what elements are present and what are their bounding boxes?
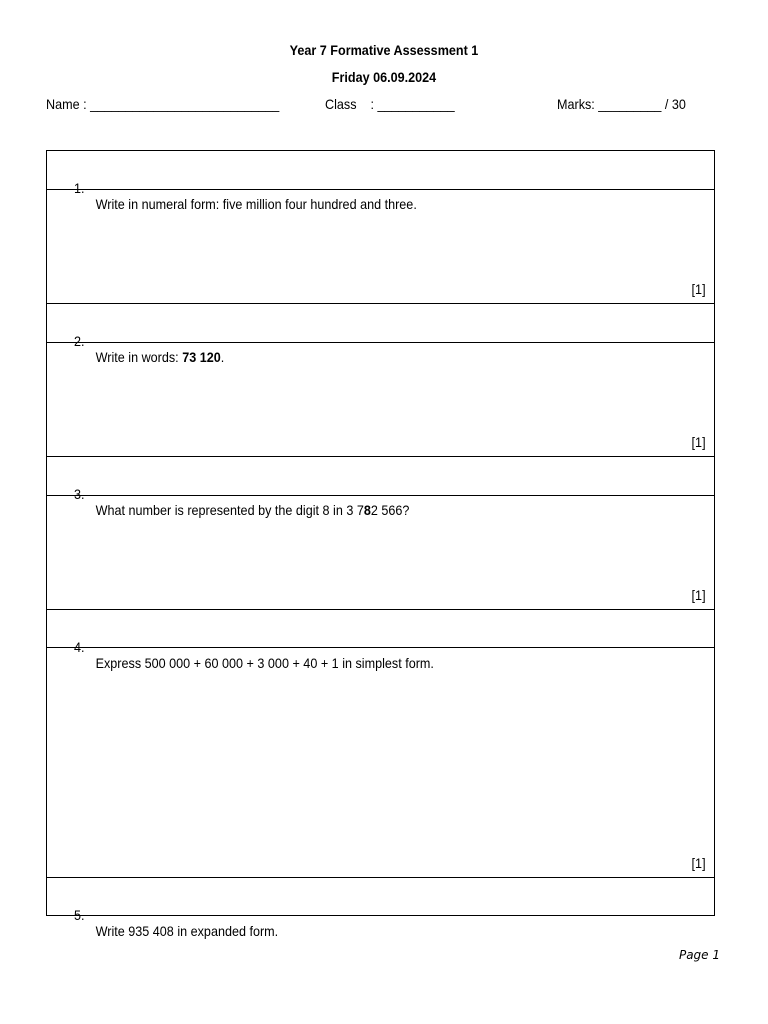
question-text-end: . (220, 349, 225, 365)
mark-allocation: [1] (691, 587, 706, 603)
question-text: What number is represented by the digit 8 in 3 7 (95, 502, 364, 518)
mark-allocation: [1] (691, 281, 706, 297)
question-text: Write in words: (95, 349, 183, 365)
question-1-row (47, 151, 714, 212)
question-number: 2. (74, 333, 85, 349)
question-number: 5. (74, 907, 85, 923)
questions-table (46, 150, 715, 939)
marks-field[interactable]: Marks: _________ / 30 (557, 96, 686, 112)
question-number: 1. (74, 180, 85, 196)
question-body: Write 935 408 in expanded form. (95, 923, 279, 939)
answer-space-2[interactable] (47, 343, 714, 457)
mark-allocation: [1] (691, 434, 706, 450)
question-5-row (47, 878, 714, 939)
class-field[interactable]: Class : ___________ (325, 96, 455, 112)
name-field[interactable]: Name : ___________________________ (46, 96, 280, 112)
question-body: Write in numeral form: five million four hundred and three. (95, 196, 417, 212)
mark-allocation: [1] (691, 855, 706, 871)
question-4-row (47, 610, 714, 671)
question-number: 4. (74, 639, 85, 655)
answer-space-1[interactable] (47, 190, 714, 304)
question-body: Express 500 000 + 60 000 + 3 000 + 40 + 1 in simplest form. (95, 655, 434, 671)
question-text-end: 2 566? (370, 502, 410, 518)
assessment-date: Friday 06.09.2024 (331, 69, 437, 85)
answer-space-3[interactable] (47, 496, 714, 610)
question-3-row (47, 457, 714, 518)
question-bold-number: 73 120 (182, 349, 221, 365)
answer-space-4[interactable] (47, 648, 714, 878)
question-number: 3. (74, 486, 85, 502)
page-title: Year 7 Formative Assessment 1 (289, 42, 479, 58)
question-5-text (47, 891, 279, 955)
question-2-row (47, 304, 714, 365)
question-bold-digit: 8 (363, 502, 371, 518)
page-number: Page 1 (678, 948, 720, 962)
